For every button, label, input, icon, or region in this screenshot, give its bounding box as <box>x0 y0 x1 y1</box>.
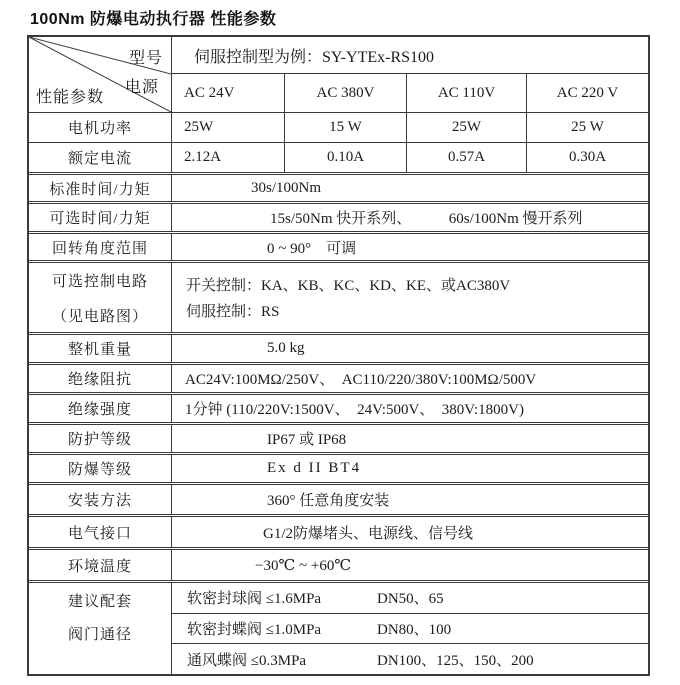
cell-optional-time-torque: 15s/50Nm 快开系列、 60s/100Nm 慢开系列 <box>270 211 583 227</box>
row-rotation-angle <box>29 231 648 260</box>
spec-table <box>27 35 650 676</box>
row-label-rotation-angle: 回转角度范围 <box>29 234 172 260</box>
cell-insulation-resistance: AC24V:100MΩ/250V、 AC110/220/380V:100MΩ/500V <box>185 372 537 388</box>
row-recommended-valves <box>29 580 648 674</box>
corner-label-model: 型号 <box>128 50 163 67</box>
row-mounting-method <box>29 482 648 514</box>
control-circuit-label-line2: （见电路图） <box>51 308 148 325</box>
power-column-ac24v: AC 24V <box>172 74 285 112</box>
valve-item-vent-butterfly-valve <box>172 643 648 674</box>
power-columns-row <box>172 74 648 112</box>
cell-motor-power-ac24v: 25W <box>172 113 285 142</box>
cell-mounting-method: 360° 任意角度安装 <box>267 493 390 509</box>
cell-rated-current-ac24v: 2.12A <box>172 143 285 172</box>
valve-sizes: DN50、65 <box>377 591 444 608</box>
corner-label-parameter: 性能参数 <box>36 89 105 106</box>
power-column-ac110v: AC 110V <box>407 74 527 112</box>
row-control-circuit <box>29 260 648 332</box>
cell-rotation-angle: 0 ~ 90° 可调 <box>267 240 357 257</box>
valve-sizes: DN80、100 <box>377 622 452 638</box>
row-label-total-weight: 整机重量 <box>29 335 172 362</box>
cell-rated-current-ac380v: 0.10A <box>285 143 407 172</box>
cell-explosion-proof-grade: Ex d II BT4 <box>267 460 362 476</box>
cell-electrical-interface: G1/2防爆堵头、电源线、信号线 <box>263 525 474 542</box>
row-explosion-proof-grade <box>29 452 648 482</box>
page-title: 100Nm 防爆电动执行器 性能参数 <box>30 11 277 28</box>
cell-servo-control: 伺服控制：RS <box>186 304 280 320</box>
row-total-weight <box>29 332 648 362</box>
row-label-explosion-proof-grade: 防爆等级 <box>29 455 172 482</box>
power-column-ac220v: AC 220 V <box>556 84 619 101</box>
valve-name: 软密封球阀 ≤1.6MPa <box>187 591 322 608</box>
row-label-recommended-valves <box>29 583 172 674</box>
cell-rated-current-ac110v: 0.57A <box>407 143 527 172</box>
row-optional-time-torque <box>29 201 648 231</box>
valve-item-ball-valve <box>172 583 648 613</box>
valve-name: 通风蝶阀 ≤0.3MPa <box>187 652 307 669</box>
cell-control-circuit <box>172 263 648 332</box>
row-values <box>172 113 648 142</box>
header-row <box>29 37 648 112</box>
corner-cell <box>29 37 172 112</box>
cell-rated-current-ac220v: 0.30A <box>568 149 607 165</box>
recommended-valves-label-line1: 建议配套 <box>67 594 132 610</box>
row-label-control-circuit <box>29 263 172 332</box>
row-label-motor-power: 电机功率 <box>29 113 172 142</box>
row-standard-time-torque <box>29 172 648 201</box>
row-label-insulation-strength: 绝缘强度 <box>29 395 172 422</box>
model-example-cell: 伺服控制型为例：SY-YTEx-RS100 <box>172 37 648 74</box>
row-ambient-temperature <box>29 547 648 580</box>
row-rated-current <box>29 142 648 172</box>
valve-item-butterfly-valve <box>172 613 648 644</box>
row-label-ambient-temperature: 环境温度 <box>29 550 172 580</box>
cell-motor-power-ac380v: 15 W <box>285 113 407 142</box>
row-label-standard-time-torque: 标准时间/力矩 <box>29 175 172 201</box>
power-column-ac380v: AC 380V <box>285 74 407 112</box>
cell-ambient-temperature: −30℃ ~ +60℃ <box>255 557 352 574</box>
row-label-insulation-resistance: 绝缘阻抗 <box>29 365 172 392</box>
valve-sizes: DN100、125、150、200 <box>377 652 534 669</box>
recommended-valves-label-line2: 阀门通径 <box>67 627 132 643</box>
cell-motor-power-ac220v: 25 W <box>571 119 604 135</box>
row-motor-power <box>29 112 648 142</box>
control-circuit-label-line1: 可选控制电路 <box>51 273 148 290</box>
valve-name: 软密封蝶阀 ≤1.0MPa <box>187 622 322 638</box>
row-electrical-interface <box>29 514 648 547</box>
header-right <box>172 37 648 112</box>
corner-label-power: 电源 <box>124 79 159 96</box>
cell-total-weight: 5.0 kg <box>267 340 305 356</box>
row-insulation-strength <box>29 392 648 422</box>
row-protection-grade <box>29 422 648 452</box>
row-label-optional-time-torque: 可选时间/力矩 <box>29 204 172 231</box>
row-label-protection-grade: 防护等级 <box>29 425 172 452</box>
cell-standard-time-torque: 30s/100Nm <box>251 179 322 196</box>
row-label-electrical-interface: 电气接口 <box>29 517 172 547</box>
cell-insulation-strength: 1分钟 (110/220V:1500V、 24V:500V、 380V:1800V) <box>185 402 525 418</box>
row-values <box>172 143 648 172</box>
cell-motor-power-ac110v: 25W <box>407 113 527 142</box>
row-label-mounting-method: 安装方法 <box>29 485 172 514</box>
cell-protection-grade: IP67 或 IP68 <box>267 432 347 448</box>
cell-switch-control: 开关控制：KA、KB、KC、KD、KE、或AC380V <box>186 278 511 294</box>
row-label-rated-current: 额定电流 <box>29 143 172 172</box>
cell-recommended-valves <box>172 583 648 674</box>
row-insulation-resistance <box>29 362 648 392</box>
